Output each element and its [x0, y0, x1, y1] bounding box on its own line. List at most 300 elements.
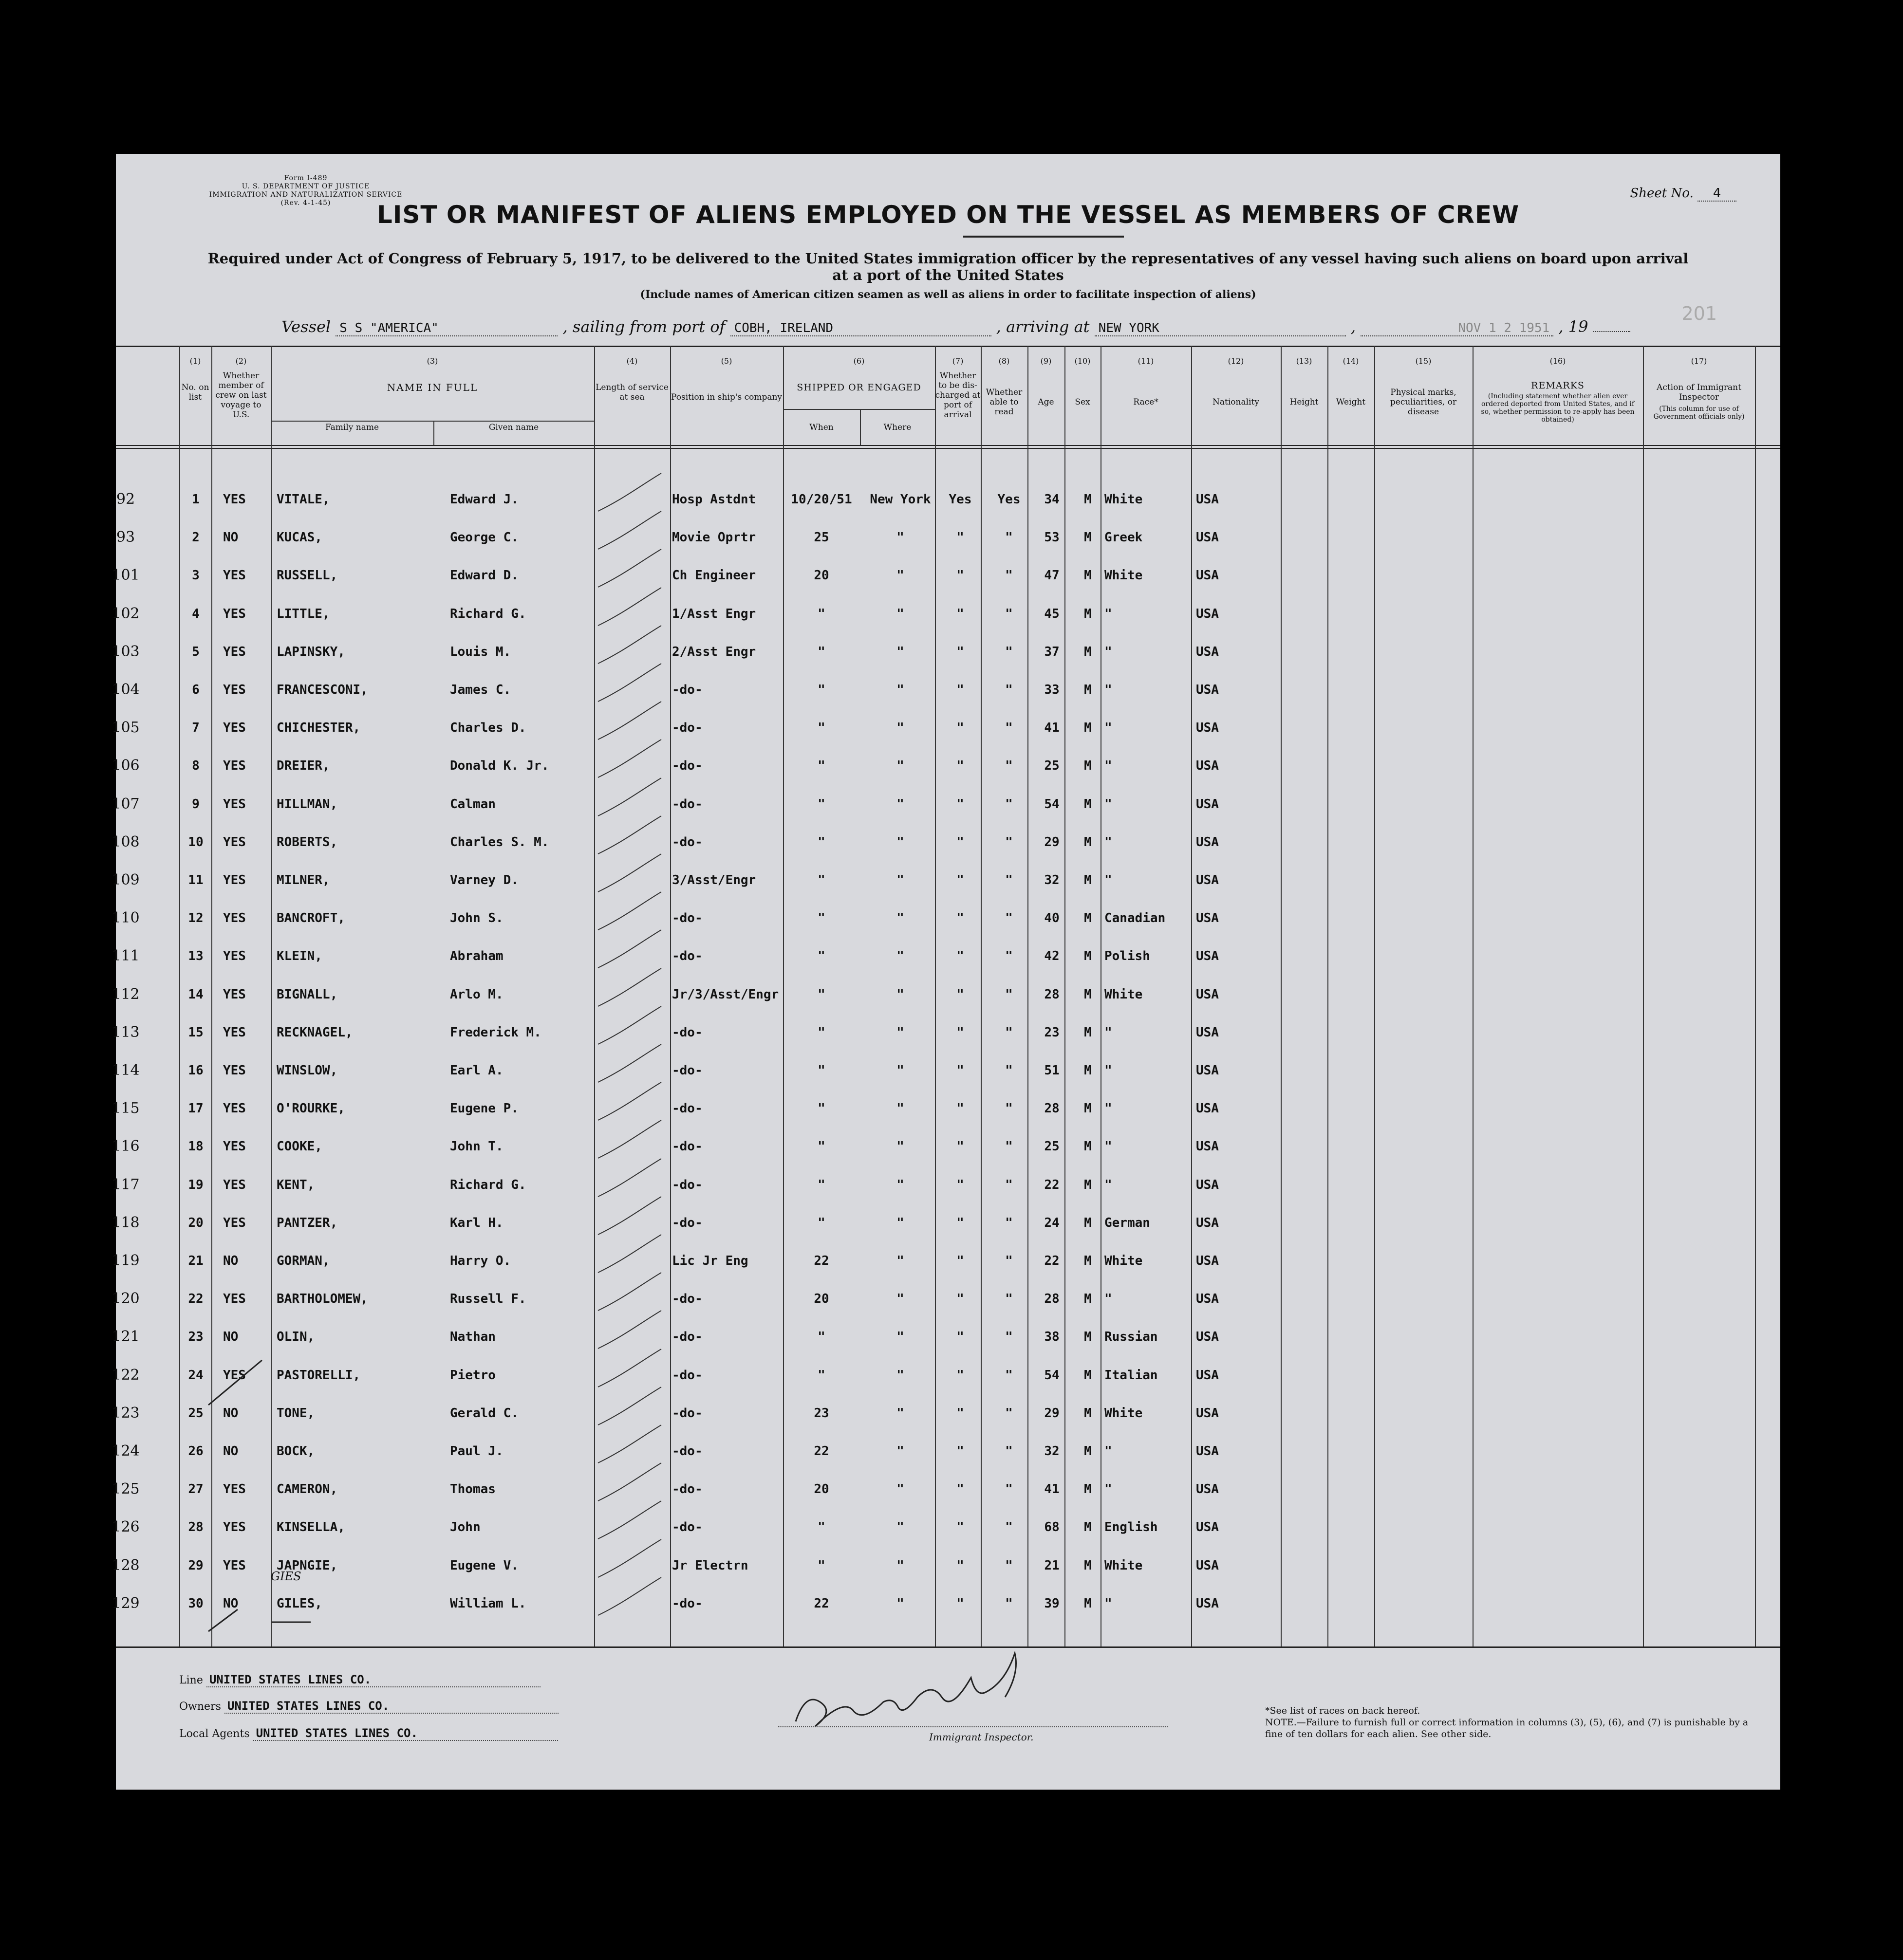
- given-name-cell: Abraham: [450, 949, 504, 963]
- sheet-line-number: 109: [112, 871, 140, 888]
- given-name-cell: Eugene P.: [450, 1101, 519, 1116]
- discharged-cell: ": [956, 607, 964, 621]
- family-name-cell: O'ROURKE,: [277, 1101, 345, 1116]
- col17-subheader: (This column for use of Government officials only): [1653, 405, 1745, 421]
- race-cell: White: [1104, 492, 1143, 507]
- position-cell: Jr Electrn: [672, 1558, 748, 1573]
- shipped-when-cell: 25: [814, 530, 829, 545]
- discharged-cell: ": [956, 1139, 964, 1154]
- nationality-cell: USA: [1196, 530, 1219, 545]
- list-number-cell: 27: [188, 1482, 204, 1497]
- col16-number: (16): [1549, 356, 1566, 366]
- age-cell: 23: [1044, 1025, 1060, 1040]
- list-number-cell: 16: [188, 1063, 204, 1078]
- race-cell: ": [1104, 645, 1112, 659]
- nationality-cell: USA: [1196, 1444, 1219, 1459]
- col13-header: Height: [1289, 397, 1319, 407]
- family-name-cell: KUCAS,: [277, 530, 322, 545]
- service-length-stroke: [598, 702, 661, 740]
- nationality-cell: USA: [1196, 1025, 1219, 1040]
- age-cell: 33: [1044, 683, 1060, 697]
- able-to-read-cell: ": [1005, 949, 1013, 963]
- discharged-cell: ": [956, 645, 964, 659]
- service-length-stroke: [598, 1577, 661, 1615]
- position-cell: -do-: [672, 683, 703, 697]
- col15-number: (15): [1415, 356, 1432, 366]
- race-cell: Russian: [1104, 1330, 1158, 1344]
- position-cell: -do-: [672, 1330, 703, 1344]
- shipped-when-cell: 23: [814, 1406, 829, 1421]
- position-cell: -do-: [672, 1406, 703, 1421]
- given-name-cell: Donald K. Jr.: [450, 758, 549, 773]
- race-cell: Polish: [1104, 949, 1150, 963]
- list-number-cell: 29: [188, 1558, 204, 1573]
- age-cell: 54: [1044, 797, 1060, 812]
- shipped-when-cell: 20: [814, 1482, 829, 1497]
- sex-cell: M: [1084, 1596, 1092, 1611]
- able-to-read-cell: ": [1005, 1558, 1013, 1573]
- sex-cell: M: [1084, 1368, 1092, 1383]
- race-cell: White: [1104, 1254, 1143, 1268]
- position-cell: -do-: [672, 1444, 703, 1459]
- nationality-cell: USA: [1196, 1139, 1219, 1154]
- sex-cell: M: [1084, 758, 1092, 773]
- sheet-line-number: 106: [112, 757, 140, 774]
- footer-owners: [179, 1699, 559, 1714]
- previous-voyage-cell: YES: [223, 492, 246, 507]
- inspector-signature-line: [778, 1726, 1168, 1727]
- shipped-when-cell: ": [818, 1330, 825, 1344]
- sex-cell: M: [1084, 1063, 1092, 1078]
- able-to-read-cell: ": [1005, 873, 1013, 888]
- nationality-cell: USA: [1196, 1178, 1219, 1192]
- shipped-where-cell: ": [896, 607, 904, 621]
- position-cell: Hosp Astdnt: [672, 492, 756, 507]
- list-number-cell: 4: [192, 607, 200, 621]
- position-cell: -do-: [672, 1101, 703, 1116]
- check-mark: [208, 1360, 262, 1405]
- race-cell: ": [1104, 683, 1112, 697]
- races-note: *See list of races on back hereof.: [1265, 1705, 1420, 1716]
- discharged-cell: ": [956, 758, 964, 773]
- shipped-where-cell: ": [896, 873, 904, 888]
- previous-voyage-cell: YES: [223, 1216, 246, 1230]
- sex-cell: M: [1084, 721, 1092, 735]
- discharged-cell: ": [956, 1101, 964, 1116]
- discharged-cell: ": [956, 835, 964, 850]
- age-cell: 28: [1044, 1101, 1060, 1116]
- race-cell: English: [1104, 1520, 1158, 1535]
- nationality-cell: USA: [1196, 1254, 1219, 1268]
- sex-cell: M: [1084, 530, 1092, 545]
- previous-voyage-cell: YES: [223, 911, 246, 925]
- position-cell: -do-: [672, 797, 703, 812]
- shipped-where-cell: ": [896, 530, 904, 545]
- able-to-read-cell: Yes: [997, 492, 1021, 507]
- previous-voyage-cell: NO: [223, 1444, 239, 1459]
- family-name-cell: BANCROFT,: [277, 911, 345, 925]
- sheet-line-number: 125: [112, 1480, 140, 1498]
- service-length-stroke: [598, 1197, 661, 1235]
- shipped-when-cell: ": [818, 1368, 825, 1383]
- given-name-cell: Charles D.: [450, 721, 526, 735]
- service-length-stroke: [598, 930, 661, 968]
- previous-voyage-cell: NO: [223, 1596, 239, 1611]
- family-name-cell: COOKE,: [277, 1139, 322, 1154]
- sheet-line-number: 120: [112, 1290, 140, 1307]
- col14-header: Weight: [1336, 397, 1366, 407]
- given-name-cell: Frederick M.: [450, 1025, 541, 1040]
- able-to-read-cell: ": [1005, 1330, 1013, 1344]
- service-length-stroke: [598, 511, 661, 549]
- sheet-line-number: 104: [112, 681, 140, 698]
- form-number: Form I-489: [284, 174, 328, 182]
- nationality-cell: USA: [1196, 1330, 1219, 1344]
- list-number-cell: 1: [192, 492, 200, 507]
- race-cell: ": [1104, 1482, 1112, 1497]
- family-name-cell: KLEIN,: [277, 949, 322, 963]
- col8-header: Whether able to read: [986, 388, 1023, 417]
- col12-number: (12): [1228, 356, 1244, 366]
- service-length-stroke: [598, 1387, 661, 1425]
- position-cell: -do-: [672, 721, 703, 735]
- age-cell: 34: [1044, 492, 1060, 507]
- col2-header: Whether member of crew on last voyage to U.S.: [215, 371, 267, 420]
- shipped-when-cell: 22: [814, 1596, 829, 1611]
- previous-voyage-cell: NO: [223, 1254, 239, 1268]
- nationality-cell: USA: [1196, 645, 1219, 659]
- sex-cell: M: [1084, 1558, 1092, 1573]
- col2-number: (2): [235, 356, 247, 366]
- list-number-cell: 7: [192, 721, 200, 735]
- race-cell: White: [1104, 987, 1143, 1002]
- previous-voyage-cell: YES: [223, 1178, 246, 1192]
- col17-number: (17): [1691, 356, 1707, 366]
- col16-subheader: (Including statement whether alien ever ordered deported from United States, and if so, whether permission to re-apply has been obtained): [1481, 392, 1635, 424]
- footer-agents-label: Local Agents: [179, 1728, 250, 1740]
- age-cell: 51: [1044, 1063, 1060, 1078]
- previous-voyage-cell: YES: [223, 987, 246, 1002]
- footer-owners-value: UNITED STATES LINES CO.: [224, 1699, 559, 1714]
- race-cell: ": [1104, 797, 1112, 812]
- nationality-cell: USA: [1196, 568, 1219, 583]
- sheet-line-number: 105: [112, 719, 140, 736]
- col15-header: Physical marks, peculiarities, or disease: [1390, 388, 1457, 417]
- age-cell: 41: [1044, 1482, 1060, 1497]
- service-length-stroke: [598, 892, 661, 930]
- service-length-stroke: [598, 1501, 661, 1539]
- position-cell: -do-: [672, 1292, 703, 1306]
- given-name-cell: Paul J.: [450, 1444, 504, 1459]
- shipped-where-cell: ": [896, 1482, 904, 1497]
- sheet-line-number: 103: [112, 643, 140, 660]
- discharged-cell: ": [956, 683, 964, 697]
- shipped-when-cell: ": [818, 835, 825, 850]
- given-name-cell: Gerald C.: [450, 1406, 519, 1421]
- able-to-read-cell: ": [1005, 797, 1013, 812]
- race-cell: Canadian: [1104, 911, 1166, 925]
- shipped-where-cell: ": [896, 1101, 904, 1116]
- list-number-cell: 8: [192, 758, 200, 773]
- shipped-where-cell: ": [896, 1368, 904, 1383]
- shipped-when-cell: ": [818, 721, 825, 735]
- age-cell: 28: [1044, 1292, 1060, 1306]
- sheet-line-number: 128: [112, 1557, 140, 1574]
- given-name-cell: John T.: [450, 1139, 504, 1154]
- shipped-where-cell: ": [896, 568, 904, 583]
- sex-cell: M: [1084, 607, 1092, 621]
- family-name-cell: PASTORELLI,: [277, 1368, 361, 1383]
- discharged-cell: ": [956, 1330, 964, 1344]
- age-cell: 39: [1044, 1596, 1060, 1611]
- race-cell: ": [1104, 721, 1112, 735]
- discharged-cell: ": [956, 873, 964, 888]
- family-name-cell: JAPNGIE,: [277, 1558, 338, 1573]
- family-name-cell: BOCK,: [277, 1444, 315, 1459]
- sex-cell: M: [1084, 1254, 1092, 1268]
- sheet-line-number: 113: [112, 1024, 140, 1041]
- previous-voyage-cell: YES: [223, 1101, 246, 1116]
- service-length-stroke: [598, 1044, 661, 1082]
- given-name-cell: James C.: [450, 683, 511, 697]
- given-name-cell: William L.: [450, 1596, 526, 1611]
- able-to-read-cell: ": [1005, 1063, 1013, 1078]
- nationality-cell: USA: [1196, 1292, 1219, 1306]
- race-cell: Italian: [1104, 1368, 1158, 1383]
- col6-number: (6): [853, 356, 865, 366]
- sex-cell: M: [1084, 683, 1092, 697]
- position-cell: Lic Jr Eng: [672, 1254, 748, 1268]
- list-number-cell: 22: [188, 1292, 204, 1306]
- given-name-cell: Richard G.: [450, 1178, 526, 1192]
- given-name-cell: Charles S. M.: [450, 835, 549, 850]
- able-to-read-cell: ": [1005, 1101, 1013, 1116]
- nationality-cell: USA: [1196, 1482, 1219, 1497]
- shipped-where-cell: ": [896, 1558, 904, 1573]
- able-to-read-cell: ": [1005, 1216, 1013, 1230]
- nationality-cell: USA: [1196, 758, 1219, 773]
- check-mark: [208, 1609, 238, 1631]
- race-cell: ": [1104, 1025, 1112, 1040]
- given-name-cell: Calman: [450, 797, 496, 812]
- position-cell: -do-: [672, 1368, 703, 1383]
- previous-voyage-cell: YES: [223, 1558, 246, 1573]
- discharged-cell: ": [956, 797, 964, 812]
- discharged-cell: Yes: [949, 492, 972, 507]
- previous-voyage-cell: YES: [223, 758, 246, 773]
- list-number-cell: 26: [188, 1444, 204, 1459]
- family-name-cell: TONE,: [277, 1406, 315, 1421]
- service-length-stroke: [598, 1539, 661, 1577]
- previous-voyage-cell: NO: [223, 1406, 239, 1421]
- position-cell: -do-: [672, 835, 703, 850]
- port-from: COBH, IRELAND: [730, 321, 991, 336]
- given-name-cell: Thomas: [450, 1482, 496, 1497]
- sex-cell: M: [1084, 1482, 1092, 1497]
- family-name-cell: RUSSELL,: [277, 568, 338, 583]
- family-name-cell: BIGNALL,: [277, 987, 338, 1002]
- sheet-line-number: 123: [112, 1405, 140, 1422]
- position-cell: Movie Oprtr: [672, 530, 756, 545]
- race-cell: ": [1104, 835, 1112, 850]
- given-name-cell: Nathan: [450, 1330, 496, 1344]
- vessel-name: S S "AMERICA": [336, 321, 558, 336]
- col6-when-header: When: [809, 423, 834, 432]
- family-name-cell: GORMAN,: [277, 1254, 330, 1268]
- service-length-stroke: [598, 1425, 661, 1463]
- date-separator: ,: [1350, 317, 1356, 336]
- shipped-where-cell: ": [896, 835, 904, 850]
- service-length-stroke: [598, 626, 661, 664]
- sex-cell: M: [1084, 568, 1092, 583]
- family-name-cell: WINSLOW,: [277, 1063, 338, 1078]
- race-cell: ": [1104, 873, 1112, 888]
- able-to-read-cell: ": [1005, 1482, 1013, 1497]
- shipped-where-cell: ": [896, 797, 904, 812]
- sheet-line-number: 107: [112, 795, 140, 813]
- department: U. S. DEPARTMENT OF JUSTICE: [242, 183, 370, 190]
- family-name-cell: RECKNAGEL,: [277, 1025, 353, 1040]
- list-number-cell: 6: [192, 683, 200, 697]
- sheet-line-number: 117: [112, 1176, 140, 1193]
- age-cell: 40: [1044, 911, 1060, 925]
- race-cell: ": [1104, 607, 1112, 621]
- position-cell: -do-: [672, 1482, 703, 1497]
- discharged-cell: ": [956, 1178, 964, 1192]
- service-length-stroke: [598, 1006, 661, 1044]
- position-cell: -do-: [672, 1596, 703, 1611]
- discharged-cell: ": [956, 1596, 964, 1611]
- sex-cell: M: [1084, 1178, 1092, 1192]
- service-length-stroke: [598, 740, 661, 777]
- sex-cell: M: [1084, 1520, 1092, 1535]
- family-name-cell: CAMERON,: [277, 1482, 338, 1497]
- age-cell: 37: [1044, 645, 1060, 659]
- race-cell: ": [1104, 1101, 1112, 1116]
- family-name-cell: DREIER,: [277, 758, 330, 773]
- sheet-line-number: 110: [112, 909, 140, 926]
- sheet-line-number: 114: [112, 1062, 140, 1079]
- family-name-cell: FRANCESCONI,: [277, 683, 368, 697]
- race-cell: ": [1104, 1139, 1112, 1154]
- sheet-line-number: 92: [116, 491, 135, 508]
- able-to-read-cell: ": [1005, 1596, 1013, 1611]
- able-to-read-cell: ": [1005, 911, 1013, 925]
- able-to-read-cell: ": [1005, 987, 1013, 1002]
- shipped-where-cell: ": [896, 683, 904, 697]
- given-name-cell: Russell F.: [450, 1292, 526, 1306]
- nationality-cell: USA: [1196, 1216, 1219, 1230]
- family-name-cell: MILNER,: [277, 873, 330, 888]
- sheet-line-number: 129: [112, 1595, 140, 1612]
- race-cell: ": [1104, 1063, 1112, 1078]
- list-number-cell: 25: [188, 1406, 204, 1421]
- family-name-cell: PANTZER,: [277, 1216, 338, 1230]
- sheet-line-number: 93: [116, 529, 135, 546]
- nationality-cell: USA: [1196, 1520, 1219, 1535]
- race-cell: Greek: [1104, 530, 1143, 545]
- discharged-cell: ": [956, 1368, 964, 1383]
- race-cell: ": [1104, 1178, 1112, 1192]
- col7-header: Whether to be dis-charged at port of arrival: [935, 371, 981, 420]
- shipped-where-cell: ": [896, 1444, 904, 1459]
- col13-number: (13): [1296, 356, 1312, 366]
- service: IMMIGRATION AND NATURALIZATION SERVICE: [209, 191, 403, 199]
- list-number-cell: 17: [188, 1101, 204, 1116]
- nationality-cell: USA: [1196, 873, 1219, 888]
- sheet-label: Sheet No.: [1630, 186, 1694, 201]
- shipped-when-cell: ": [818, 1025, 825, 1040]
- able-to-read-cell: ": [1005, 758, 1013, 773]
- age-cell: 29: [1044, 1406, 1060, 1421]
- service-length-stroke: [598, 1159, 661, 1197]
- revision: (Rev. 4-1-45): [280, 199, 331, 207]
- age-cell: 21: [1044, 1558, 1060, 1573]
- family-name-cell: KINSELLA,: [277, 1520, 345, 1535]
- shipped-where-cell: ": [896, 1406, 904, 1421]
- nationality-cell: USA: [1196, 987, 1219, 1002]
- nationality-cell: USA: [1196, 683, 1219, 697]
- shipped-where-cell: ": [896, 758, 904, 773]
- nationality-cell: USA: [1196, 949, 1219, 963]
- position-cell: -do-: [672, 1063, 703, 1078]
- list-number-cell: 11: [188, 873, 204, 888]
- col3-given-header: Given name: [488, 423, 539, 432]
- nationality-cell: USA: [1196, 1063, 1219, 1078]
- footer-agents: [179, 1726, 558, 1741]
- footer-line-label: Line: [179, 1674, 203, 1686]
- previous-voyage-cell: YES: [223, 835, 246, 850]
- page-subnote: (Include names of American citizen seamen as well as aliens in order to facilitate inspection of aliens): [640, 288, 1256, 301]
- discharged-cell: ": [956, 721, 964, 735]
- sheet-line-number: 115: [112, 1100, 140, 1117]
- list-number-cell: 14: [188, 987, 204, 1002]
- discharged-cell: ": [956, 1063, 964, 1078]
- handwritten-marks: [116, 154, 1780, 1790]
- race-cell: ": [1104, 1444, 1112, 1459]
- page-title: LIST OR MANIFEST OF ALIENS EMPLOYED ON THE VESSEL AS MEMBERS OF CREW: [376, 201, 1520, 229]
- page-stamp: 201: [1681, 303, 1717, 324]
- previous-voyage-cell: YES: [223, 1063, 246, 1078]
- nationality-cell: USA: [1196, 911, 1219, 925]
- sailing-label: , sailing from port of: [562, 317, 726, 336]
- family-name-cell: CHICHESTER,: [277, 721, 361, 735]
- list-number-cell: 24: [188, 1368, 204, 1383]
- list-number-cell: 2: [192, 530, 200, 545]
- family-name-cell: OLIN,: [277, 1330, 315, 1344]
- able-to-read-cell: ": [1005, 1025, 1013, 1040]
- previous-voyage-cell: YES: [223, 949, 246, 963]
- position-cell: -do-: [672, 949, 703, 963]
- shipped-when-cell: ": [818, 949, 825, 963]
- shipped-when-cell: 20: [814, 568, 829, 583]
- previous-voyage-cell: YES: [223, 1368, 246, 1383]
- family-name-cell: BARTHOLOMEW,: [277, 1292, 368, 1306]
- list-number-cell: 23: [188, 1330, 204, 1344]
- sheet-line-number: 126: [112, 1518, 140, 1535]
- race-cell: White: [1104, 1558, 1143, 1573]
- position-cell: -do-: [672, 1216, 703, 1230]
- shipped-when-cell: ": [818, 987, 825, 1002]
- family-name-cell: KENT,: [277, 1178, 315, 1192]
- col5-header: Position in ship's company: [671, 392, 783, 402]
- able-to-read-cell: ": [1005, 683, 1013, 697]
- list-number-cell: 5: [192, 645, 200, 659]
- page-subtitle: Required under Act of Congress of February 5, 1917, to be delivered to the United States immigration officer by the representatives of any vessel having such aliens on board upon arrival at a port of the United States: [207, 250, 1689, 283]
- previous-voyage-cell: YES: [223, 1482, 246, 1497]
- given-name-cell: Earl A.: [450, 1063, 504, 1078]
- inspector-label: Immigrant Inspector.: [929, 1731, 1034, 1743]
